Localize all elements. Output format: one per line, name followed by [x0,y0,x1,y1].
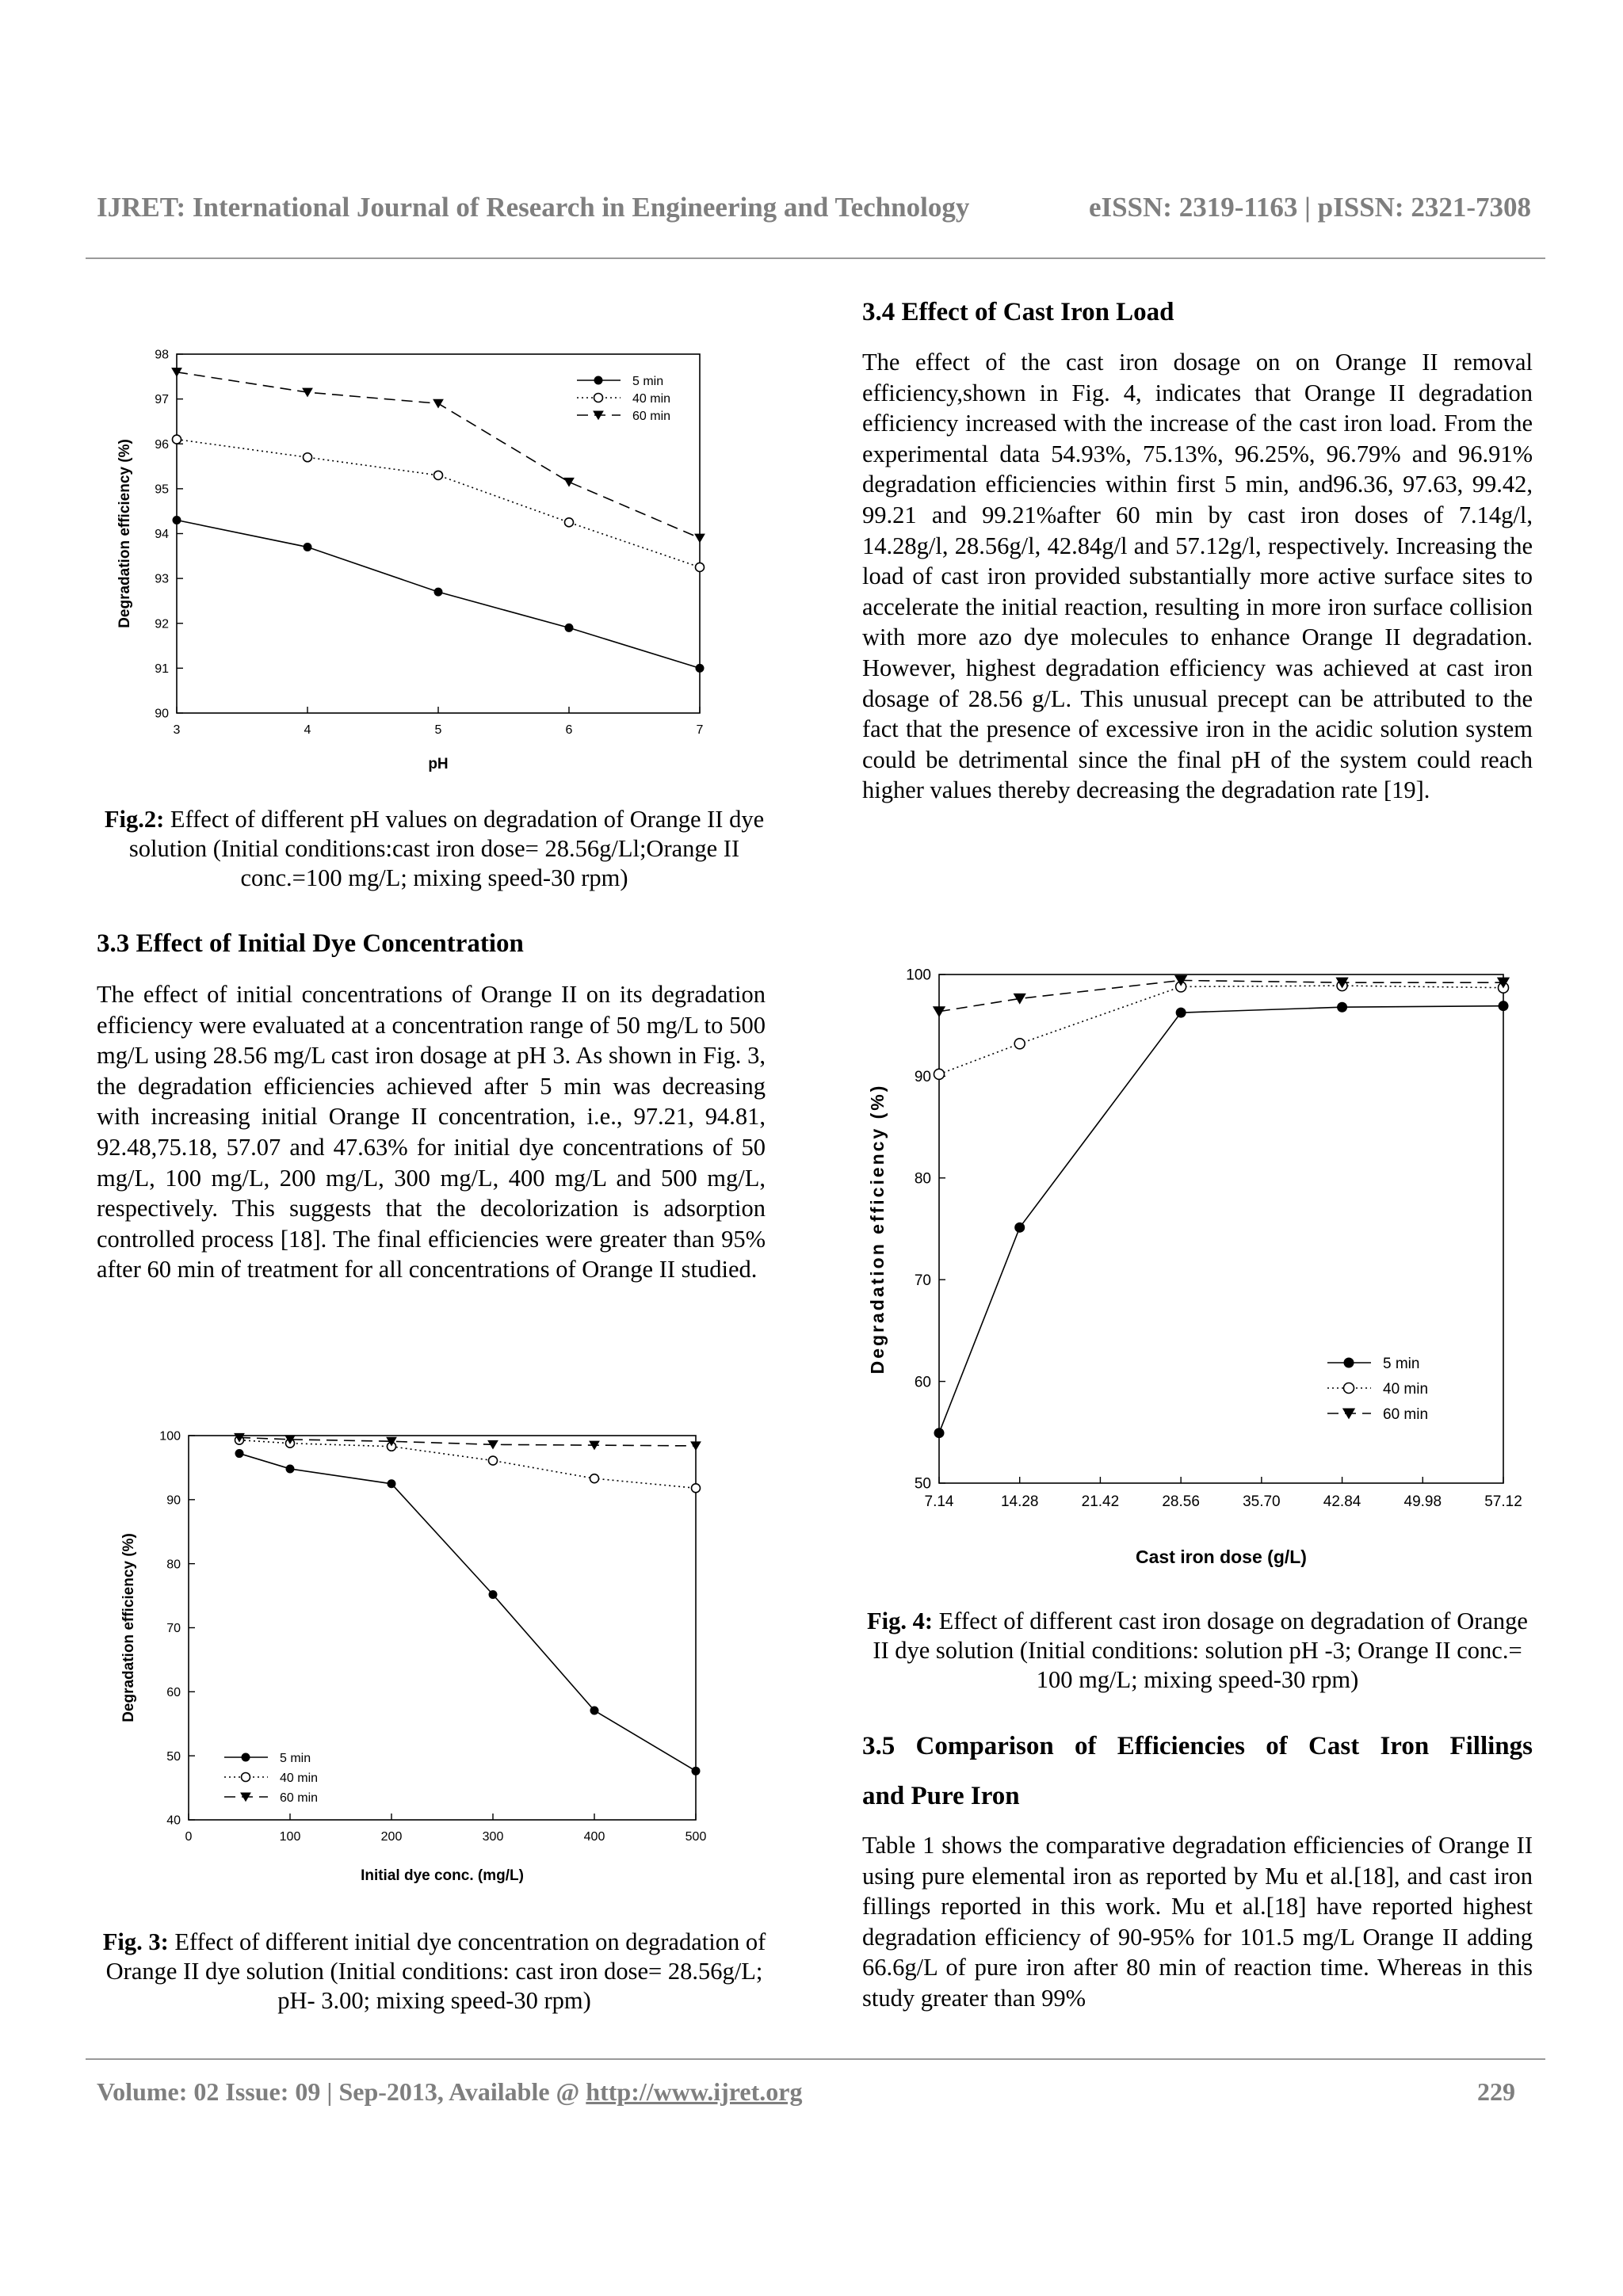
data-point-0-3 [1337,1002,1347,1013]
data-point-1-5 [692,1484,701,1493]
fig2-caption [94,805,775,893]
x-tick-label: 42.84 [1323,1493,1361,1510]
page-number: 229 [1477,2077,1515,2106]
series-line-2 [177,372,700,539]
data-point-0-1 [304,543,312,551]
x-tick-label: 0 [185,1830,193,1844]
y-tick-label: 60 [166,1685,181,1699]
y-axis-title: Degradation efficiency (%) [867,1083,888,1375]
data-point-0-4 [696,664,705,673]
data-point-1-0 [934,1069,945,1079]
y-tick-label: 70 [166,1622,181,1636]
issn-numbers: eISSN: 2319-1163 | pISSN: 2321-7308 [1088,192,1531,223]
y-tick-label: 70 [914,1272,931,1289]
data-point-0-2 [1176,1008,1186,1018]
legend-label: 5 min [280,1752,311,1766]
legend-label: 5 min [1383,1356,1420,1373]
x-tick-label: 49.98 [1403,1493,1442,1510]
plot-frame [189,1436,696,1820]
legend-marker [1344,1358,1354,1368]
fig4-caption-label: Fig. 4: [867,1608,934,1634]
series-line-1 [939,986,1503,1074]
fig3-chart [94,1418,775,1909]
fig4-caption [862,1607,1533,1695]
legend-marker [1344,1383,1354,1394]
x-tick-label: 28.56 [1162,1493,1200,1510]
legend-label: 60 min [632,410,671,424]
y-tick-label: 100 [159,1429,181,1444]
section-3-5-heading-line1: 3.5 Comparison of Efficiencies of Cast Iron Fillings [862,1732,1533,1760]
legend-marker [242,1753,250,1762]
y-tick-label: 80 [166,1558,181,1572]
x-tick-label: 100 [279,1830,301,1844]
y-tick-label: 94 [155,528,169,542]
data-point-0-0 [934,1428,945,1438]
fig2-caption-label: Fig.2: [104,806,165,833]
data-point-1-3 [565,518,574,527]
x-tick-label: 14.28 [1000,1493,1039,1510]
data-point-0-2 [388,1479,396,1488]
y-tick-label: 90 [155,707,169,721]
data-point-0-0 [173,516,181,524]
footer-rule [86,2058,1545,2060]
x-axis-title: Initial dye conc. (mg/L) [361,1867,524,1884]
data-point-0-2 [434,588,443,597]
fig3-caption-text: Effect of different initial dye concentration on degradation of Orange II dye solution (Initial conditions: cast iron dose= 28.56g/L; pH- 3.00; mixing speed-30 rpm) [105,1928,766,2014]
legend-label: 40 min [632,392,671,406]
legend-label: 5 min [632,375,664,389]
data-point-1-4 [590,1474,599,1483]
series-line-2 [239,1437,696,1446]
series-line-1 [239,1440,696,1489]
data-point-0-1 [1014,1222,1025,1233]
data-point-0-3 [565,624,574,632]
fig4-caption-text: Effect of different cast iron dosage on degradation of Orange II dye solution (Initial conditions: solution pH -3; Orange II conc.= 100 mg/L; mixing speed-30 rpm) [873,1608,1528,1693]
data-point-1-1 [1014,1039,1025,1049]
running-header [97,192,1531,223]
data-point-0-4 [590,1707,599,1715]
section-3-3-heading: 3.3 Effect of Initial Dye Concentration [97,929,524,958]
y-tick-label: 40 [166,1814,181,1828]
x-tick-label: 500 [685,1830,707,1844]
legend-marker [242,1773,250,1782]
section-3-5-body: Table 1 shows the comparative degradation efficiencies of Orange II using pure elemental iron as reported by Mu et al.[18], and cast iron fillings reported in this work. Mu et al.[18] have reported highest degradation efficiency of 90-95% for 101.5 mg/L Orange II adding 66.6g/L of pure iron after 80 min of reaction time. Whereas in this study greater than 99% [862,1832,1533,2012]
series-line-1 [177,440,700,567]
y-tick-label: 90 [914,1069,931,1086]
x-axis-title: pH [428,756,449,772]
x-tick-label: 7 [696,723,704,737]
y-tick-label: 91 [155,662,169,676]
legend-label: 60 min [1383,1406,1429,1424]
data-point-1-0 [173,435,181,444]
legend-marker [594,376,603,385]
x-tick-label: 35.70 [1243,1493,1281,1510]
journal-title: IJRET: International Journal of Research in Engineering and Technology [97,192,970,223]
x-tick-label: 6 [565,723,573,737]
y-tick-label: 93 [155,572,169,586]
y-tick-label: 92 [155,617,169,631]
legend-label: 40 min [280,1772,319,1786]
data-point-2-4 [694,534,705,543]
fig3-caption-label: Fig. 3: [102,1928,169,1955]
section-3-4-body: The effect of the cast iron dosage on on Orange II removal efficiency,shown in Fig. 4, indicates that Orange II degradation efficiency increased with the increase of the cast iron load. From the experimental data 54.93%, 75.13%, 96.25%, 96.79% and 96.91% degradation efficiencies within first 5 min, and96.36, 97.63, 99.42, 99.21 and 99.21%after 60 min by cast iron doses of 7.14g/l, 14.28g/l, 28.56g/l, 42.84g/l and 57.12g/l, respectively. Increasing the load of cast iron provided substantially more active surface sites to accelerate the initial reaction, resulting in more iron surface collision with more azo dye molecules to enhance Orange II degradation. However, highest degradation efficiency was achieved at cast iron dosage of 28.56 g/L. This unusual precept can be attributed to the fact that the presence of excessive iron in the acidic solution system could be detrimental since the final pH of the system could reach higher values thereby decreasing the degradation rate [19]. [862,349,1533,804]
section-3-3-body: The effect of initial concentrations of Orange II on its degradation efficiency were evaluated at a concentration range of 50 mg/L to 500 mg/L using 28.56 mg/L cast iron dosage at pH 3. As shown in Fig. 3, the degradation efficiencies achieved after 5 min was decreasing with increasing initial Orange II concentration, i.e., 97.21, 94.81, 92.48,75.18, 57.07 and 47.63% for initial dye concentrations of 50 mg/L, 100 mg/L, 200 mg/L, 300 mg/L, 400 mg/L and 500 mg/L, respectively. This suggests that the decolorization is adsorption controlled process [18]. The final efficiencies were greater than 95% after 60 min of treatment for all concentrations of Orange II studied. [97,981,766,1283]
y-tick-label: 60 [914,1374,931,1391]
fig2-chart [94,337,775,784]
data-point-1-4 [696,563,705,571]
data-point-1-3 [489,1456,498,1465]
y-tick-label: 100 [906,967,931,984]
data-point-2-3 [563,478,575,487]
running-footer [97,2077,1515,2107]
legend-label: 40 min [1383,1381,1429,1398]
legend-marker [594,394,603,402]
y-tick-label: 95 [155,482,169,497]
y-tick-label: 90 [166,1493,181,1508]
section-3-4-heading: 3.4 Effect of Cast Iron Load [862,298,1174,326]
data-point-1-2 [434,471,443,479]
data-point-0-4 [1499,1001,1509,1011]
y-tick-label: 50 [914,1475,931,1493]
y-axis-title: Degradation efficiency (%) [116,439,133,628]
y-tick-label: 98 [155,348,169,362]
y-axis-title: Degradation efficiency (%) [120,1533,137,1722]
fig4-chart [860,959,1537,1592]
x-tick-label: 4 [304,723,311,737]
footer-volume: Volume: 02 Issue: 09 | Sep-2013, Available @ [97,2077,586,2106]
data-point-0-0 [235,1449,244,1458]
x-tick-label: 5 [434,723,442,737]
data-point-2-0 [933,1006,945,1017]
y-tick-label: 80 [914,1170,931,1188]
data-point-2-1 [302,388,313,398]
legend-label: 60 min [280,1791,319,1806]
data-point-2-2 [433,399,444,409]
series-line-0 [239,1454,696,1772]
y-tick-label: 50 [166,1749,181,1764]
data-point-0-1 [286,1464,295,1473]
fig3-caption [94,1928,775,2016]
y-tick-label: 97 [155,393,169,407]
x-tick-label: 3 [173,723,181,737]
x-tick-label: 57.12 [1484,1493,1522,1510]
x-tick-label: 200 [380,1830,403,1844]
footer-link[interactable]: http://www.ijret.org [586,2077,803,2106]
data-point-0-3 [489,1590,498,1599]
data-point-1-1 [304,453,312,462]
x-tick-label: 300 [482,1830,504,1844]
y-tick-label: 96 [155,437,169,452]
x-tick-label: 400 [583,1830,605,1844]
x-tick-label: 7.14 [924,1493,954,1510]
x-axis-title: Cast iron dose (g/L) [1136,1547,1307,1567]
x-tick-label: 21.42 [1081,1493,1120,1510]
header-rule [86,257,1545,259]
section-3-5-heading-line2: and Pure Iron [862,1782,1020,1810]
data-point-2-5 [690,1441,701,1451]
data-point-0-5 [692,1767,701,1775]
fig2-caption-text: Effect of different pH values on degradation of Orange II dye solution (Initial conditions:cast iron dose= 28.56g/Ll;Orange II conc.=100 mg/L; mixing speed-30 rpm) [128,806,765,891]
